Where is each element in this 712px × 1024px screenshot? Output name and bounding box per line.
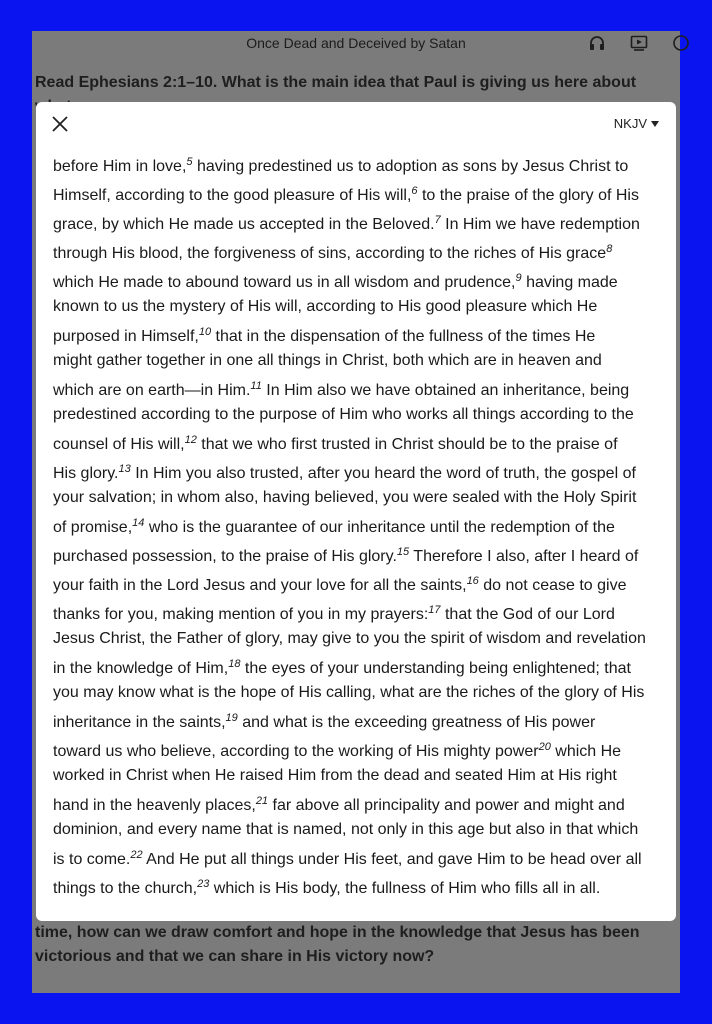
verse-text: in the knowledge of Him, — [53, 660, 229, 677]
verse-text: hand in the heavenly places, — [53, 797, 256, 814]
verse-number: 15 — [396, 546, 410, 558]
verse-text: inheritance in the saints, — [53, 714, 226, 731]
scripture-line — [53, 148, 661, 177]
verse-text: might gather together in one all things in Christ, both which are in heaven and — [53, 352, 602, 369]
verse-text: things to the church, — [53, 880, 198, 897]
app-title: Once Dead and Deceived by Satan — [246, 35, 466, 51]
video-icon[interactable] — [630, 34, 648, 52]
scripture-passage — [53, 148, 661, 899]
scripture-line — [53, 293, 661, 318]
verse-text: before Him in love, — [53, 158, 187, 175]
verse-text: your faith in the Lord Jesus and your love for all the saints, — [53, 577, 467, 594]
caret-down-icon — [651, 121, 659, 127]
scripture-line — [53, 372, 661, 401]
scripture-line — [53, 235, 661, 264]
verse-text: grace, by which He made us accepted in the Beloved. — [53, 216, 435, 233]
verse-number: 7 — [434, 214, 441, 226]
scripture-line — [53, 318, 661, 347]
scripture-line — [53, 870, 661, 899]
scripture-line — [53, 401, 661, 426]
verse-text: In Him we have redemption — [440, 216, 640, 233]
verse-number: 13 — [118, 463, 131, 475]
verse-text: Therefore I also, after I heard of — [409, 548, 639, 565]
verse-text: do not cease to give — [478, 577, 627, 594]
scripture-modal — [36, 102, 676, 921]
verse-number: 22 — [130, 849, 143, 861]
verse-number: 18 — [228, 658, 241, 670]
scripture-line — [53, 650, 661, 679]
scripture-line — [53, 538, 661, 567]
verse-text: His glory. — [53, 465, 119, 482]
verse-text: is to come. — [53, 851, 131, 868]
verse-text: purchased possession, to the praise of His glory. — [53, 548, 397, 565]
verse-text: your salvation; in whom also, having believed, you were sealed with the Holy Spirit — [53, 489, 637, 506]
verse-text: who is the guarantee of our inheritance until the redemption of the — [144, 519, 615, 536]
verse-text: In Him you also trusted, after you heard the word of truth, the gospel of — [130, 465, 636, 482]
verse-number: 20 — [538, 741, 551, 753]
verse-number: 12 — [184, 434, 197, 446]
verse-number: 6 — [411, 185, 418, 197]
verse-text: Jesus Christ, the Father of glory, may give to you the spirit of wisdom and revelation — [53, 630, 646, 647]
scripture-line — [53, 426, 661, 455]
scripture-line — [53, 762, 661, 787]
answer-prompt-text: time, how can we draw comfort and hope in the knowledge that Jesus has been victorious and that we can share in His victory now? — [35, 924, 640, 965]
headphones-icon[interactable] — [588, 34, 606, 52]
scripture-line — [53, 177, 661, 206]
verse-text: and what is the exceeding greatness of His power — [237, 714, 596, 731]
verse-text: having predestined us to adoption as sons by Jesus Christ to — [192, 158, 629, 175]
scripture-line — [53, 596, 661, 625]
verse-text: dominion, and every name that is named, not only in this age but also in that which — [53, 821, 639, 838]
scripture-line — [53, 816, 661, 841]
verse-text: which are on earth—in Him. — [53, 382, 251, 399]
scripture-line — [53, 206, 661, 235]
verse-text: having made — [521, 274, 618, 291]
verse-text: far above all principality and power and might and — [268, 797, 625, 814]
verse-text: In Him also we have obtained an inheritance, being — [261, 382, 630, 399]
circle-icon[interactable] — [672, 34, 690, 52]
scripture-line — [53, 733, 661, 762]
verse-text: thanks for you, making mention of you in my prayers: — [53, 606, 429, 623]
verse-text: purposed in Himself, — [53, 328, 199, 345]
question-text: Read Ephesians 2:1–10. What is the main idea that Paul is giving us here about — [35, 74, 637, 91]
verse-number: 19 — [225, 712, 238, 724]
scripture-line — [53, 841, 661, 870]
verse-text: you may know what is the hope of His calling, what are the riches of the glory of His — [53, 684, 645, 701]
scripture-line — [53, 455, 661, 484]
verse-text: of promise, — [53, 519, 133, 536]
version-label: NKJV — [613, 116, 647, 131]
scripture-line — [53, 787, 661, 816]
scripture-line — [53, 679, 661, 704]
verse-text: to the praise of the glory of His — [417, 187, 639, 204]
verse-text: that we who first trusted in Christ should be to the praise of — [196, 436, 618, 453]
close-icon[interactable] — [50, 114, 70, 134]
verse-text: counsel of His will, — [53, 436, 185, 453]
verse-number: 11 — [250, 380, 262, 392]
verse-text: which He made to abound toward us in all wisdom and prudence, — [53, 274, 516, 291]
verse-number: 9 — [515, 272, 522, 284]
verse-number: 21 — [255, 795, 269, 807]
scripture-line — [53, 567, 661, 596]
verse-text: toward us who believe, according to the working of His mighty power — [53, 743, 539, 760]
verse-text: Himself, according to the good pleasure of His will, — [53, 187, 412, 204]
verse-text: And He put all things under His feet, and gave Him to be head over all — [142, 851, 642, 868]
bible-version-dropdown[interactable] — [614, 116, 659, 131]
scripture-line — [53, 347, 661, 372]
verse-text: that the God of our Lord — [440, 606, 615, 623]
verse-number: 23 — [197, 878, 210, 890]
verse-number: 8 — [606, 243, 613, 255]
scripture-line — [53, 484, 661, 509]
verse-text: worked in Christ when He raised Him from the dead and seated Him at His right — [53, 767, 617, 784]
verse-number: 10 — [198, 326, 212, 338]
scripture-line — [53, 625, 661, 650]
verse-text: known to us the mystery of His will, according to His good pleasure which He — [53, 298, 598, 315]
top-bar — [32, 31, 680, 55]
verse-number: 17 — [428, 604, 441, 616]
scripture-line — [53, 704, 661, 733]
verse-text: the eyes of your understanding being enlightened; that — [240, 660, 631, 677]
verse-number: 16 — [466, 575, 479, 587]
verse-text: which He — [550, 743, 622, 760]
verse-number: 14 — [132, 517, 145, 529]
verse-number: 5 — [186, 156, 193, 168]
verse-text: that in the dispensation of the fullness of the times He — [211, 328, 596, 345]
verse-text: which is His body, the fullness of Him who fills all in all. — [209, 880, 601, 897]
scripture-line — [53, 509, 661, 538]
scripture-line — [53, 264, 661, 293]
verse-text: predestined according to the purpose of Him who works all things according to the — [53, 406, 634, 423]
verse-text: through His blood, the forgiveness of sins, according to the riches of His grace — [53, 245, 607, 262]
